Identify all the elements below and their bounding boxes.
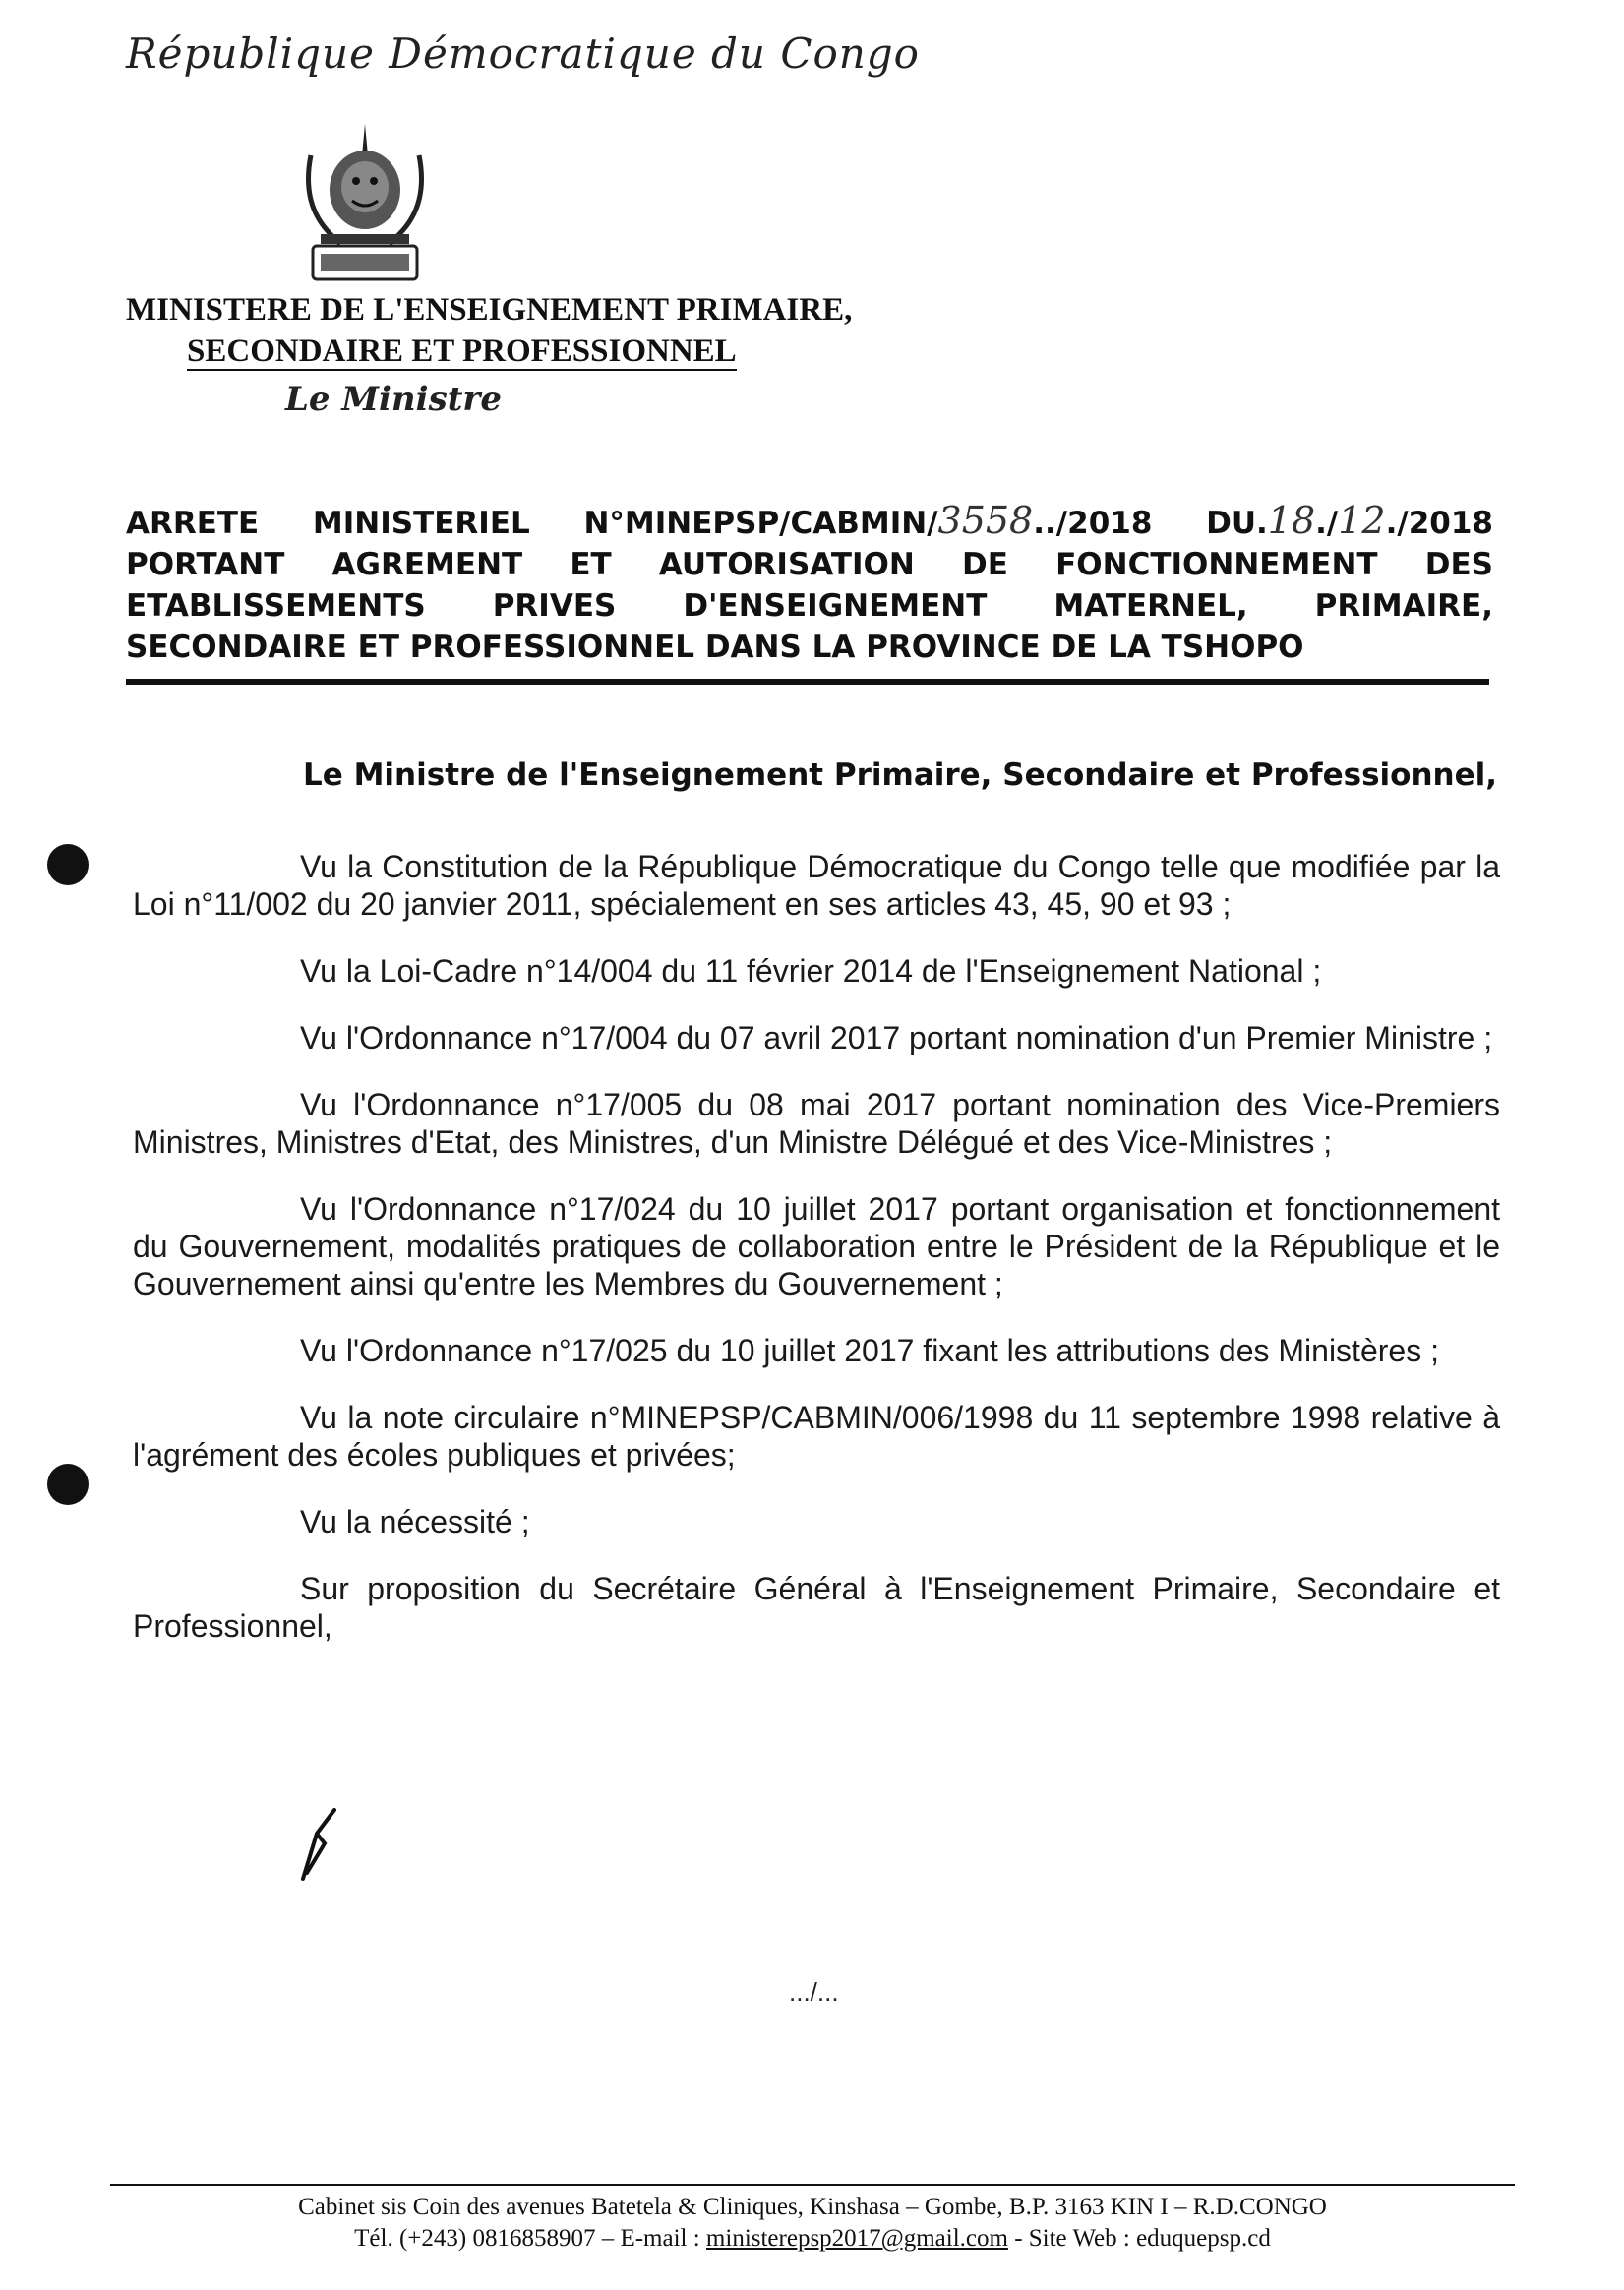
footer-contact-line	[110, 2223, 1515, 2255]
title-line-2: PORTANT AGREMENT ET AUTORISATION DE FONCTIONNEMENT DES	[126, 547, 1493, 582]
footer-website: - Site Web : eduquepsp.cd	[1007, 2225, 1271, 2252]
whereas-paragraph: Vu la Loi-Cadre n°14/004 du 11 février 2014 de l'Enseignement National ;	[300, 953, 1322, 989]
ministry-name	[126, 289, 852, 372]
handwritten-initial	[295, 1804, 344, 1883]
whereas-paragraph: Vu la Constitution de la République Démocratique du Congo telle que modifiée par la Loi n°11/002 du 20 janvier 2011, spécialement en ses articles 43, 45, 90 et 93 ;	[133, 849, 1500, 922]
decree-day-handwritten: 18	[1267, 499, 1316, 542]
whereas-paragraph: Vu l'Ordonnance n°17/025 du 10 juillet 2017 fixant les attributions des Ministères ;	[300, 1333, 1439, 1368]
decree-title	[126, 500, 1493, 668]
punch-hole-mark	[47, 1464, 89, 1505]
whereas-paragraph: Vu l'Ordonnance n°17/005 du 08 mai 2017 portant nomination des Vice-Premiers Ministres, Ministres d'Etat, des Ministres, d'un Ministre Délégué et des Vice-Ministres ;	[133, 1087, 1500, 1160]
ministry-line-2: SECONDAIRE ET PROFESSIONNEL	[187, 333, 737, 369]
footer-address	[110, 2192, 1515, 2255]
whereas-paragraph: Vu l'Ordonnance n°17/024 du 10 juillet 2017 portant organisation et fonctionnement du Gouvernement, modalités pratiques de collaboration entre le Président de la République et le Gouvernement ainsi qu'entre les Membres du Gouvernement ;	[133, 1191, 1500, 1301]
country-header: République Démocratique du Congo	[126, 30, 920, 78]
footer-email-link[interactable]: ministerepsp2017@gmail.com	[705, 2225, 1008, 2252]
whereas-paragraph: Sur proposition du Secrétaire Général à l'Enseignement Primaire, Secondaire et Professionnel,	[133, 1571, 1500, 1644]
ministry-line-1: MINISTERE DE L'ENSEIGNEMENT PRIMAIRE,	[126, 292, 853, 328]
intro-minister-line: Le Ministre de l'Enseignement Primaire, Secondaire et Professionnel,	[303, 757, 1498, 793]
decree-number-handwritten: 3558	[937, 499, 1034, 542]
decree-month-handwritten: 12	[1338, 499, 1386, 542]
whereas-paragraph: Vu l'Ordonnance n°17/004 du 07 avril 2017 portant nomination d'un Premier Ministre ;	[300, 1020, 1493, 1055]
footer-rule	[110, 2184, 1515, 2186]
title-underline-rule	[126, 679, 1489, 685]
continued-marker: .../...	[789, 1977, 839, 2007]
decree-year-mid: ../2018 DU.	[1033, 506, 1268, 541]
whereas-paragraph: Vu la note circulaire n°MINEPSP/CABMIN/006/1998 du 11 septembre 1998 relative à l'agrément des écoles publiques et privées;	[133, 1400, 1500, 1473]
title-line-3: ETABLISSEMENTS PRIVES D'ENSEIGNEMENT MATERNEL, PRIMAIRE,	[126, 588, 1493, 624]
footer-phone: Tél. (+243) 0816858907 – E-mail :	[354, 2225, 706, 2252]
whereas-paragraph: Vu la nécessité ;	[300, 1504, 530, 1539]
document-body	[133, 848, 1500, 1674]
footer-address-line: Cabinet sis Coin des avenues Batetela & Cliniques, Kinshasa – Gombe, B.P. 3163 KIN I – R.D.CONGO	[298, 2194, 1327, 2220]
punch-hole-mark	[47, 844, 89, 885]
minister-heading: Le Ministre	[285, 380, 502, 419]
title-line-4: SECONDAIRE ET PROFESSIONNEL DANS LA PROVINCE DE LA TSHOPO	[126, 630, 1304, 665]
coat-of-arms-emblem	[291, 116, 439, 283]
decree-year-suffix: ./2018	[1385, 506, 1493, 541]
decree-date-separator: ./	[1315, 506, 1339, 541]
decree-number-prefix: ARRETE MINISTERIEL N°MINEPSP/CABMIN/	[126, 506, 938, 541]
